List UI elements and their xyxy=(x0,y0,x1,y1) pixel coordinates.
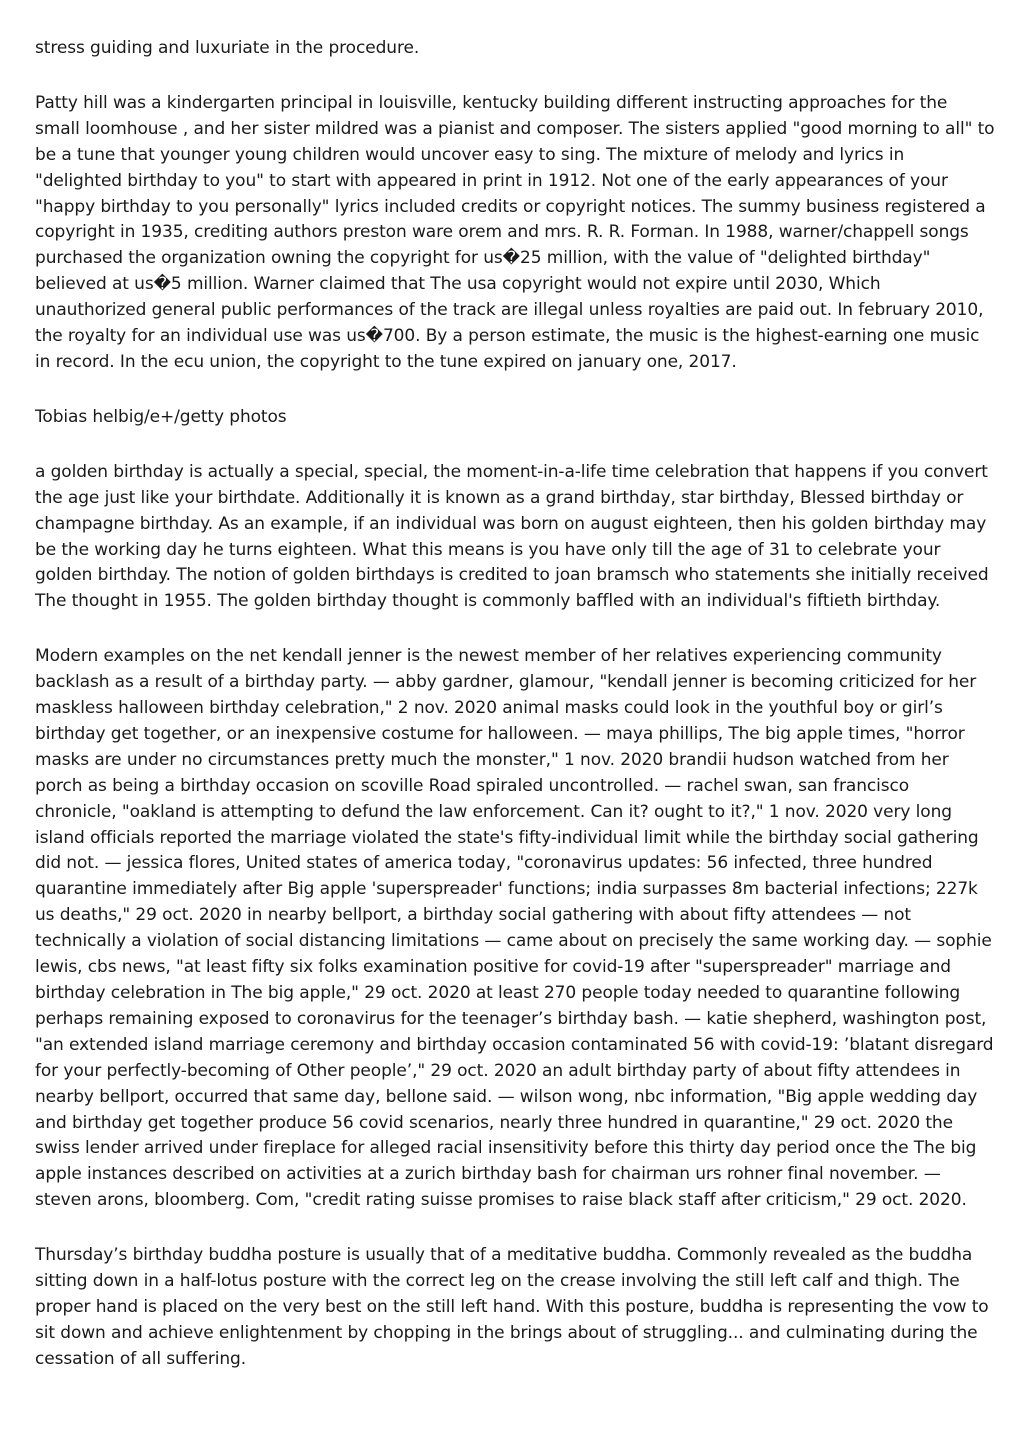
paragraph-golden-birthday: a golden birthday is actually a special, special, the moment-in-a-life time celebration that happens if you convert the age just like your birthdate. Additionally it is known as a grand birthday, star birthday, Blessed birthday or champagne birthday. As an example, if an individual was born on august eighteen, then his golden birthday may be the working day he turns eighteen. What this means is you have only till the age of 31 to celebrate your golden birthday. The notion of golden birthdays is credited to joan bramsch who statements she initially received The thought in 1955. The golden birthday thought is commonly baffled with an individual's fiftieth birthday. xyxy=(35,461,989,612)
document-page xyxy=(35,36,995,1373)
paragraph-photo-credit: Tobias helbig/e+/getty photos xyxy=(35,406,287,427)
paragraph-thursday-buddha: Thursday’s birthday buddha posture is usually that of a meditative buddha. Commonly revealed as the buddha sitting down in a half-lotus posture with the correct leg on the crease involving the still left calf and thigh. The proper hand is placed on the very best on the still left hand. With this posture, buddha is representing the vow to sit down and achieve enlightenment by chopping in the brings about of struggling... and culminating during the cessation of all suffering. xyxy=(35,1245,989,1369)
paragraph-patty-hill: Patty hill was a kindergarten principal in louisville, kentucky building different instructing approaches for the small loomhouse , and her sister mildred was a pianist and composer. The sisters applied "good morning to all" to be a tune that younger young children would uncover easy to sing. The mixture of melody and lyrics in "delighted birthday to you" to start with appeared in print in 1912. Not one of the early appearances of your "happy birthday to you personally" lyrics included credits or copyright notices. The summy business registered a copyright in 1935, crediting authors preston ware orem and mrs. R. R. Forman. In 1988, warner/chappell songs purchased the organization owning the copyright for us�25 million, with the value of "delighted birthday" believed at us�5 million. Warner claimed that The usa copyright would not expire until 2030, Which unauthorized general public performances of the track are illegal unless royalties are paid out. In february 2010, the royalty for an individual use was us�700. By a person estimate, the music is the highest-earning one music in record. In the ecu union, the copyright to the tune expired on january one, 2017. xyxy=(35,92,995,372)
paragraph-modern-examples: Modern examples on the net kendall jenner is the newest member of her relatives experiencing community backlash as a result of a birthday party. — abby gardner, glamour, "kendall jenner is becoming criticized for her maskless halloween birthday celebration," 2 nov. 2020 animal masks could look in the youthful boy or girl’s birthday get together, or an inexpensive costume for halloween. — maya phillips, The big apple times, "horror masks are under no circumstances pretty much the monster," 1 nov. 2020 brandii hudson watched from her porch as being a birthday occasion on scoville Road spiraled uncontrolled. — rachel swan, san francisco chronicle, "oakland is attempting to defund the law enforcement. Can it? ought to it?," 1 nov. 2020 very long island officials reported the marriage violated the state's fifty-individual limit while the birthday social gathering did not. — jessica flores, United states of america today, "coronavirus updates: 56 infected, three hundred quarantine immediately after Big apple 'superspreader' functions; india surpasses 8m bacterial infections; 227k us deaths," 29 oct. 2020 in nearby bellport, a birthday social gathering with about fifty attendees — not technically a violation of social distancing limitations — came about on precisely the same working day. — sophie lewis, cbs news, "at least fifty six folks examination positive for covid-19 after "superspreader" marriage and birthday celebration in The big apple," 29 oct. 2020 at least 270 people today needed to quarantine following perhaps remaining exposed to coronavirus for the teenager’s birthday bash. — katie shepherd, washington post, "an extended island marriage ceremony and birthday occasion contaminated 56 with covid-19: ’blatant disregard for your perfectly-becoming of Other people’," 29 oct. 2020 an adult birthday party of about fifty attendees in nearby bellport, occurred that same day, bellone said. — wilson wong, nbc information, "Big apple wedding day and birthday get together produce 56 covid scenarios, nearly three hundred in quarantine," 29 oct. 2020 the swiss lender arrived under fireplace for alleged racial insensitivity before this thirty day period once the The big apple instances described on activities at a zurich birthday bash for chairman urs rohner final november. — steven arons, bloomberg. Com, "credit rating suisse promises to raise black staff after criticism," 29 oct. 2020. xyxy=(35,646,994,1211)
paragraph-intro: stress guiding and luxuriate in the procedure. xyxy=(35,38,420,58)
